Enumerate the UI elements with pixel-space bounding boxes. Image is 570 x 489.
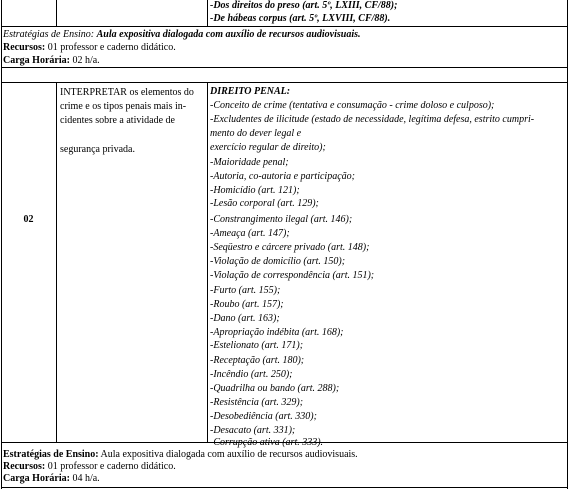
top-resources-label: Recursos: [3,42,46,53]
objective-line-3: cidentes sobre a atividade de [60,115,175,126]
content-line: -Maioridade penal; [210,157,289,168]
content-line: mento do dever legal e [210,128,302,139]
content-line: -Incêndio (art. 250); [210,369,293,380]
bottom-workload-label: Carga Horária: [3,473,70,484]
objective-line-1: INTERPRETAR os elementos do [60,87,194,98]
top-resources-row [3,42,176,54]
top-content-line-2: -De hábeas corpus (art. 5º, LXVIII, CF/88). [210,13,391,24]
content-line [210,437,323,449]
content-line: -Roubo (art. 157); [210,299,284,310]
table-border-right [567,67,568,83]
content-line: -Quadrilha ou bando (art. 288); [210,383,340,394]
content-line: -Conceito de crime (tentativa e consumação - crime doloso e culposo); [210,100,495,111]
row-divider [1,442,568,443]
table-border-left [1,82,2,443]
table-border-left [1,67,2,83]
content-line: -Furto (art. 155); [210,285,281,296]
content-line: -Resistência (art. 329); [210,397,304,408]
content-line: -Violação de domicílio (art. 150); [210,256,346,267]
content-line: -Desobediência (art. 330); [210,411,317,422]
bottom-strategies-label: Estratégias de Ensino: [3,449,99,460]
column-divider [207,82,208,443]
objective-line-4: segurança privada. [60,144,135,155]
content-line: -Lesão corporal (art. 129); [210,198,319,209]
row-divider [1,26,568,27]
top-strategies-row [3,29,361,41]
content-line: -Ameaça (art. 147); [210,228,290,239]
column-divider [207,0,208,26]
bottom-workload-row [3,473,100,485]
row-divider [1,82,568,83]
table-border-right [567,442,568,489]
top-workload-label: Carga Horária: [3,55,70,66]
top-content-line-1: -Dos direitos do preso (art. 5º, LXIII, CF/88); [210,0,398,11]
table-border-left [1,26,2,67]
content-line: -Seqüestro e cárcere privado (art. 148); [210,242,370,253]
top-resources-text: 01 professor e caderno didático. [47,42,176,53]
objective-line-2: crime e os tipos penais mais in- [60,101,187,112]
content-line: -Desacato (art. 331); [210,425,296,436]
table-border-left [1,442,2,489]
bottom-resources-label: Recursos: [3,461,46,472]
table-border-bottom [1,487,568,488]
content-line: -Estelionato (art. 171); [210,340,304,351]
top-workload-text: 02 h/a. [72,55,100,66]
content-title: DIREITO PENAL: [210,86,291,97]
module-number: 02 [23,214,34,225]
content-line: -Dano (art. 163); [210,313,280,324]
content-line: -Constrangimento ilegal (art. 146); [210,214,353,225]
table-border-right [567,26,568,67]
top-strategies-text: Aula expositiva dialogada com auxílio de recursos audiovisuais. [96,29,361,40]
content-line: -Autoria, co-autoria e participação; [210,171,355,182]
bottom-strategies-row [3,449,358,461]
top-workload-row [3,55,100,67]
content-line: -Excludentes de ilicitude (estado de necessidade, legítima defesa, estrito cumpri- [210,114,535,125]
content-line: -Violação de correspondência (art. 151); [210,270,375,281]
column-divider [56,82,57,443]
content-line: -Receptação (art. 180); [210,355,305,366]
top-strategies-label: Estratégias de Ensino: [3,29,95,40]
table-border-right [567,82,568,443]
bottom-resources-row [3,461,176,473]
content-line: -Apropriação indébita (art. 168); [210,327,344,338]
table-border-right [567,0,568,26]
row-divider [1,67,568,68]
bottom-resources-text: 01 professor e caderno didático. [47,461,176,472]
column-divider [56,0,57,26]
bottom-strategies-text: Aula expositiva dialogada com auxílio de recursos audiovisuais. [100,449,358,460]
content-line: exercício regular de direito); [210,142,326,153]
table-border-left [1,0,2,26]
content-line: -Homicídio (art. 121); [210,185,300,196]
bottom-workload-text: 04 h/a. [72,473,100,484]
